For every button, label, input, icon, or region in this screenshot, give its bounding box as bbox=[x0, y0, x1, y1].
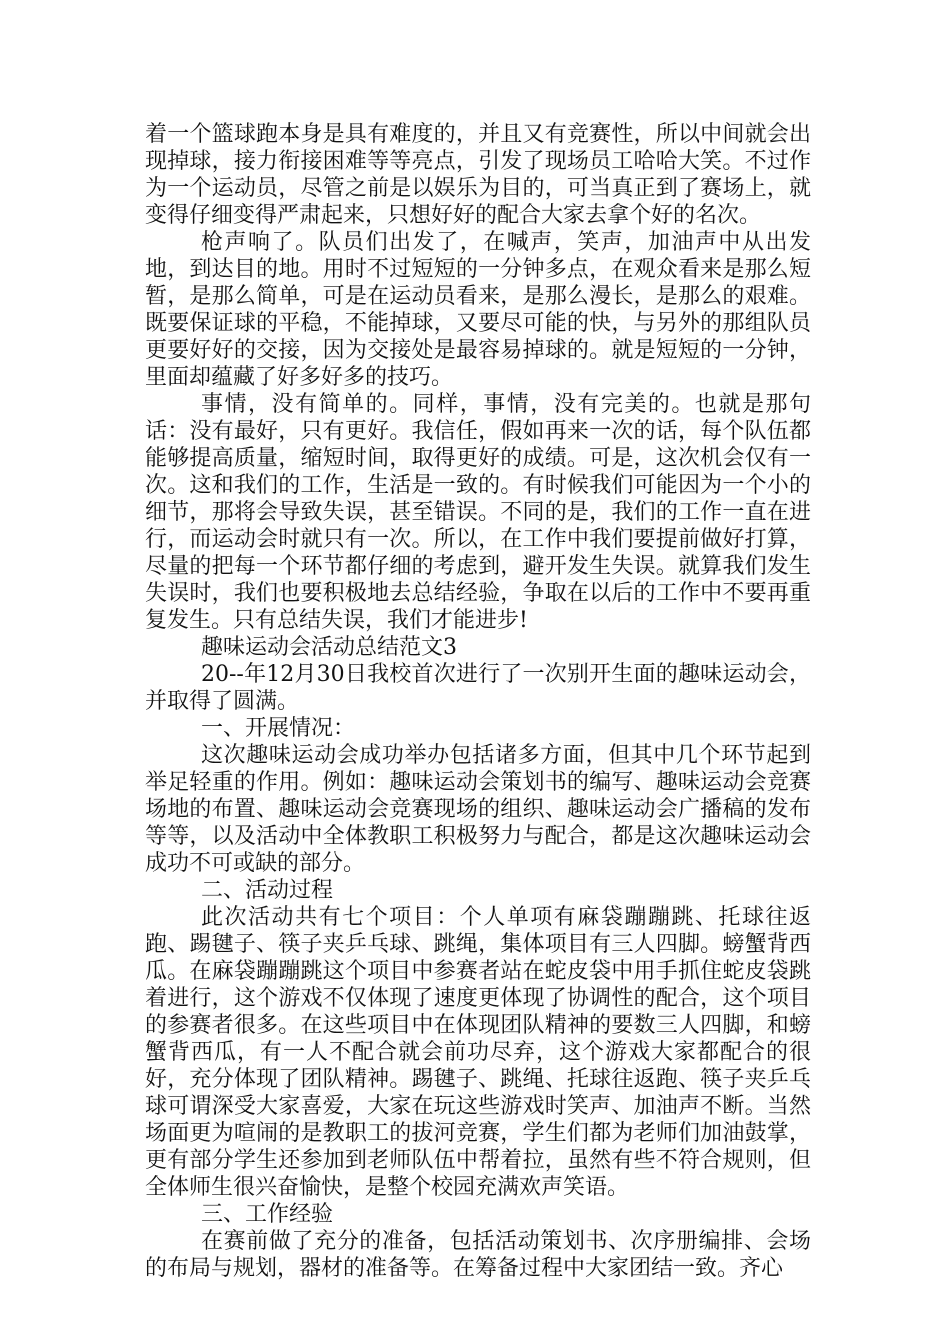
paragraph-basketball-relay: 着一个篮球跑本身是具有难度的，并且又有竞赛性，所以中间就会出现掉球，接力衔接困难等等亮点，引发了现场员工哈哈大笑。不过作为一个运动员，尽管之前是以娱乐为目的，可当真正到了赛场上，就变得仔细变得严肃起来，只想好好的配合大家去拿个好的名次。 bbox=[145, 122, 811, 228]
paragraph-reflection: 事情，没有简单的。同样，事情，没有完美的。也就是那句话：没有最好，只有更好。我信任，假如再来一次的话，每个队伍都能够提高质量，缩短时间，取得更好的成绩。可是，这次机会仅有一次。这和我们的工作，生活是一致的。有时候我们可能因为一个小的细节，那将会导致失误，甚至错误。不同的是，我们的工作一直在进行，而运动会时就只有一次。所以，在工作中我们要提前做好打算，尽量的把每一个环节都仔细的考虑到，避开发生失误。就算我们发生失误时，我们也要积极地去总结经验，争取在以后的工作中不要再重复发生。只有总结失误，我们才能进步! bbox=[145, 392, 811, 633]
paragraph-work-experience: 在赛前做了充分的准备，包括活动策划书、次序册编排、会场的布局与规划，器材的准备等。在筹备过程中大家团结一致。齐心 bbox=[145, 1229, 811, 1281]
heading-work-experience: 三、工作经验 bbox=[201, 1202, 334, 1227]
heading-activity-process: 二、活动过程 bbox=[201, 878, 334, 903]
heading-overview: 一、开展情况： bbox=[201, 716, 356, 741]
section-title-sample-3: 趣味运动会活动总结范文3 bbox=[201, 635, 457, 660]
paragraph-activity-process: 此次活动共有七个项目：个人单项有麻袋蹦蹦跳、托球往返跑、踢毽子、筷子夹乒乓球、跳绳，集体项目有三人四脚。螃蟹背西瓜。在麻袋蹦蹦跳这个项目中参赛者站在蛇皮袋中用手抓住蛇皮袋跳着进行，这个游戏不仅体现了速度更体现了协调性的配合，这个项目的参赛者很多。在这些项目中在体现团队精神的要数三人四脚，和螃蟹背西瓜，有一人不配合就会前功尽弃，这个游戏大家都配合的很好，充分体现了团队精神。踢毽子、跳绳、托球往返跑、筷子夹乒乓球可谓深受大家喜爱，大家在玩这些游戏时笑声、加油声不断。当然场面更为喧闹的是教职工的拔河竞赛，学生们都为老师们加油鼓掌，更有部分学生还参加到老师队伍中帮着拉，虽然有些不符合规则，但全体师生很兴奋愉快，是整个校园充满欢声笑语。 bbox=[145, 905, 811, 1200]
document-page bbox=[145, 121, 811, 1282]
paragraph-overview: 这次趣味运动会成功举办包括诸多方面，但其中几个环节起到举足轻重的作用。例如：趣味运动会策划书的编写、趣味运动会竞赛场地的布置、趣味运动会竞赛现场的组织、趣味运动会广播稿的发布等等，以及活动中全体教职工积极努力与配合，都是这次趣味运动会成功不可或缺的部分。 bbox=[145, 743, 811, 876]
paragraph-gunshot-start: 枪声响了。队员们出发了，在喊声，笑声，加油声中从出发地，到达目的地。用时不过短短的一分钟多点，在观众看来是那么短暂，是那么简单，可是在运动员看来，是那么漫长，是那么的艰难。既要保证球的平稳，不能掉球，又要尽可能的快，与另外的那组队员更要好好的交接，因为交接处是最容易掉球的。就是短短的一分钟，里面却蕴藏了好多好多的技巧。 bbox=[145, 230, 811, 390]
paragraph-event-date: 20--年12月30日我校首次进行了一次别开生面的趣味运动会，并取得了圆满。 bbox=[145, 662, 811, 714]
